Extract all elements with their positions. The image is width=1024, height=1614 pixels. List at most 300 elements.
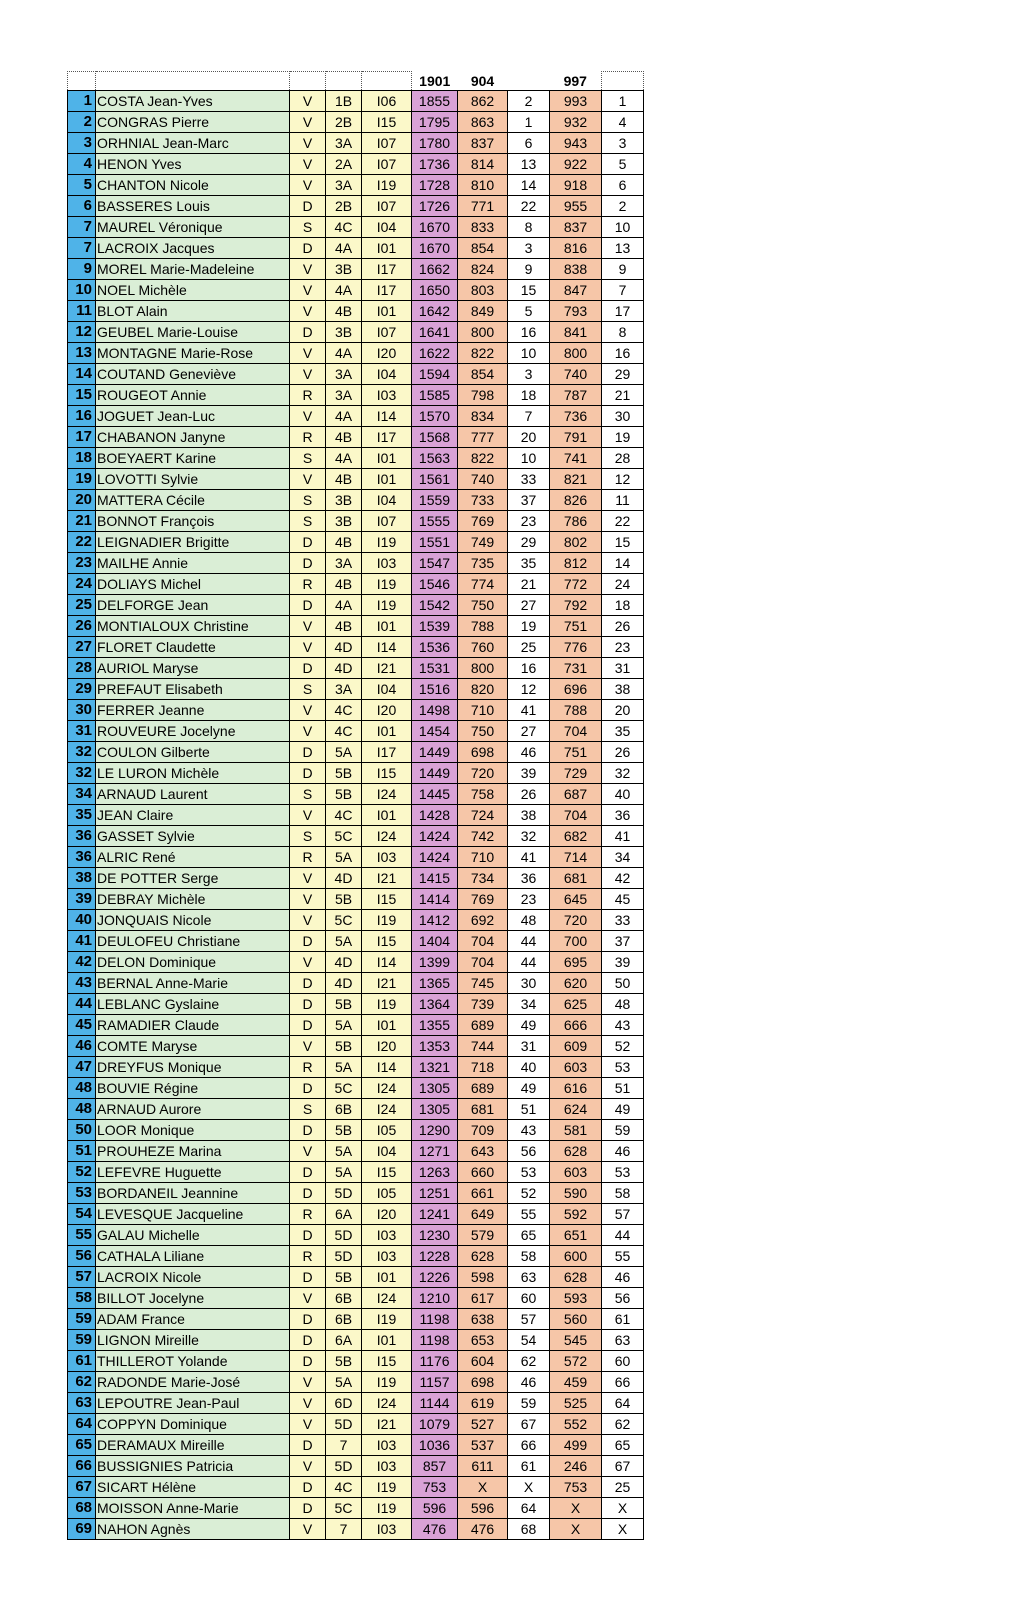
rank-2: 67: [602, 1456, 644, 1477]
group-cell: 1B: [326, 91, 362, 112]
rank-1: 63: [508, 1267, 550, 1288]
rank-2: 21: [602, 385, 644, 406]
score-1: 745: [458, 973, 508, 994]
table-row: [68, 511, 644, 532]
score-2: 581: [550, 1120, 602, 1141]
rank-2: 33: [602, 910, 644, 931]
club-cell: I01: [362, 238, 412, 259]
table-row: [68, 931, 644, 952]
group-cell: 4A: [326, 280, 362, 301]
rank-cell: 7: [68, 217, 96, 238]
score-1: 720: [458, 763, 508, 784]
rank-1: 64: [508, 1498, 550, 1519]
category-cell: V: [290, 637, 326, 658]
group-cell: 7: [326, 1519, 362, 1540]
club-cell: I01: [362, 469, 412, 490]
score-1: 710: [458, 847, 508, 868]
club-cell: I01: [362, 616, 412, 637]
player-name: FERRER Jeanne: [96, 700, 290, 721]
rank-cell: 38: [68, 868, 96, 889]
score-1: 739: [458, 994, 508, 1015]
club-cell: I24: [362, 1078, 412, 1099]
rank-2: 35: [602, 721, 644, 742]
rank-2: 14: [602, 553, 644, 574]
total-score: 1176: [412, 1351, 458, 1372]
score-2: 499: [550, 1435, 602, 1456]
score-1: 760: [458, 637, 508, 658]
table-row: [68, 805, 644, 826]
club-cell: I04: [362, 364, 412, 385]
table-row: [68, 952, 644, 973]
player-name: CHANTON Nicole: [96, 175, 290, 196]
total-score: 1728: [412, 175, 458, 196]
score-2: 600: [550, 1246, 602, 1267]
rank-2: 17: [602, 301, 644, 322]
score-1: 698: [458, 742, 508, 763]
total-score: 1228: [412, 1246, 458, 1267]
table-row: [68, 574, 644, 595]
score-1: 822: [458, 448, 508, 469]
rank-cell: 35: [68, 805, 96, 826]
score-1: 769: [458, 889, 508, 910]
rank-cell: 26: [68, 616, 96, 637]
total-score: 1364: [412, 994, 458, 1015]
category-cell: R: [290, 1204, 326, 1225]
club-cell: I21: [362, 973, 412, 994]
score-1: 788: [458, 616, 508, 637]
category-cell: R: [290, 427, 326, 448]
group-cell: 4D: [326, 868, 362, 889]
rank-cell: 48: [68, 1078, 96, 1099]
group-cell: 6B: [326, 1309, 362, 1330]
header-group-cell: [326, 72, 362, 91]
header-name-cell: [96, 72, 290, 91]
table-row: [68, 1162, 644, 1183]
category-cell: S: [290, 1099, 326, 1120]
score-1: 854: [458, 364, 508, 385]
rank-cell: 36: [68, 826, 96, 847]
category-cell: V: [290, 805, 326, 826]
score-2: 932: [550, 112, 602, 133]
table-row: [68, 868, 644, 889]
table-row: [68, 1078, 644, 1099]
rank-2: 51: [602, 1078, 644, 1099]
score-2: 624: [550, 1099, 602, 1120]
player-name: BLOT Alain: [96, 301, 290, 322]
category-cell: D: [290, 1330, 326, 1351]
score-1: 704: [458, 931, 508, 952]
header-score-1: 904: [470, 72, 495, 89]
rank-2: 42: [602, 868, 644, 889]
club-cell: I01: [362, 1015, 412, 1036]
table-row: [68, 847, 644, 868]
player-name: DREYFUS Monique: [96, 1057, 290, 1078]
rank-2: 7: [602, 280, 644, 301]
score-2: 729: [550, 763, 602, 784]
table-row: [68, 595, 644, 616]
rank-2: 39: [602, 952, 644, 973]
table-row: [68, 490, 644, 511]
player-name: LOVOTTI Sylvie: [96, 469, 290, 490]
player-name: MAUREL Véronique: [96, 217, 290, 238]
rank-2: 38: [602, 679, 644, 700]
score-1: 643: [458, 1141, 508, 1162]
rank-2: 55: [602, 1246, 644, 1267]
rank-cell: 13: [68, 343, 96, 364]
table-row: [68, 826, 644, 847]
ranking-table-body: [68, 72, 644, 1540]
score-1: 649: [458, 1204, 508, 1225]
rank-cell: 65: [68, 1435, 96, 1456]
club-cell: I03: [362, 847, 412, 868]
total-score: 1198: [412, 1330, 458, 1351]
player-name: DEULOFEU Christiane: [96, 931, 290, 952]
category-cell: D: [290, 658, 326, 679]
table-row: [68, 532, 644, 553]
category-cell: D: [290, 1078, 326, 1099]
rank-cell: 20: [68, 490, 96, 511]
player-name: BONNOT François: [96, 511, 290, 532]
group-cell: 4B: [326, 301, 362, 322]
table-row: [68, 1372, 644, 1393]
total-score: 1795: [412, 112, 458, 133]
total-score: 1662: [412, 259, 458, 280]
category-cell: V: [290, 1141, 326, 1162]
score-2: 776: [550, 637, 602, 658]
group-cell: 5A: [326, 1015, 362, 1036]
rank-1: 49: [508, 1078, 550, 1099]
player-name: GASSET Sylvie: [96, 826, 290, 847]
score-2: 837: [550, 217, 602, 238]
table-row: [68, 1036, 644, 1057]
score-1: 692: [458, 910, 508, 931]
group-cell: 5B: [326, 763, 362, 784]
score-2: 772: [550, 574, 602, 595]
category-cell: V: [290, 910, 326, 931]
category-cell: V: [290, 721, 326, 742]
rank-1: 53: [508, 1162, 550, 1183]
club-cell: I17: [362, 280, 412, 301]
group-cell: 3B: [326, 490, 362, 511]
group-cell: 3A: [326, 133, 362, 154]
rank-cell: 53: [68, 1183, 96, 1204]
club-cell: I07: [362, 196, 412, 217]
rank-cell: 16: [68, 406, 96, 427]
group-cell: 5D: [326, 1225, 362, 1246]
total-score: 1321: [412, 1057, 458, 1078]
score-1: 854: [458, 238, 508, 259]
club-cell: I01: [362, 1267, 412, 1288]
rank-cell: 12: [68, 322, 96, 343]
rank-2: 53: [602, 1057, 644, 1078]
table-row: [68, 133, 644, 154]
group-cell: 5C: [326, 826, 362, 847]
club-cell: I19: [362, 1309, 412, 1330]
group-cell: 4D: [326, 952, 362, 973]
rank-cell: 14: [68, 364, 96, 385]
group-cell: 4C: [326, 217, 362, 238]
total-score: 1226: [412, 1267, 458, 1288]
table-row: [68, 112, 644, 133]
player-name: JEAN Claire: [96, 805, 290, 826]
rank-2: 5: [602, 154, 644, 175]
club-cell: I14: [362, 637, 412, 658]
total-score: 1736: [412, 154, 458, 175]
rank-cell: 64: [68, 1414, 96, 1435]
table-row: [68, 280, 644, 301]
rank-2: 20: [602, 700, 644, 721]
table-row: [68, 1204, 644, 1225]
rank-2: 62: [602, 1414, 644, 1435]
group-cell: 4B: [326, 532, 362, 553]
rank-cell: 5: [68, 175, 96, 196]
club-cell: I15: [362, 931, 412, 952]
score-2: 525: [550, 1393, 602, 1414]
rank-cell: 39: [68, 889, 96, 910]
score-2: 753: [550, 1477, 602, 1498]
club-cell: I19: [362, 175, 412, 196]
score-1: 822: [458, 343, 508, 364]
table-row: [68, 343, 644, 364]
category-cell: S: [290, 448, 326, 469]
player-name: ALRIC René: [96, 847, 290, 868]
group-cell: 4C: [326, 721, 362, 742]
group-cell: 5A: [326, 742, 362, 763]
rank-1: 65: [508, 1225, 550, 1246]
player-name: AURIOL Maryse: [96, 658, 290, 679]
total-score: 1412: [412, 910, 458, 931]
club-cell: I21: [362, 1414, 412, 1435]
score-1: 837: [458, 133, 508, 154]
rank-1: 60: [508, 1288, 550, 1309]
rank-2: 18: [602, 595, 644, 616]
rank-2: 12: [602, 469, 644, 490]
club-cell: I15: [362, 1351, 412, 1372]
rank-2: 49: [602, 1099, 644, 1120]
score-1: 476: [458, 1519, 508, 1540]
rank-1: 14: [508, 175, 550, 196]
club-cell: I17: [362, 427, 412, 448]
table-row: [68, 1519, 644, 1540]
score-1: 579: [458, 1225, 508, 1246]
player-name: MATTERA Cécile: [96, 490, 290, 511]
rank-1: 49: [508, 1015, 550, 1036]
category-cell: V: [290, 364, 326, 385]
score-2: 593: [550, 1288, 602, 1309]
header-rank-cell: [68, 72, 96, 91]
score-2: 603: [550, 1162, 602, 1183]
table-row: [68, 238, 644, 259]
score-1: 698: [458, 1372, 508, 1393]
rank-2: 9: [602, 259, 644, 280]
total-score: 1365: [412, 973, 458, 994]
player-name: PREFAUT Elisabeth: [96, 679, 290, 700]
rank-2: 36: [602, 805, 644, 826]
group-cell: 5B: [326, 1036, 362, 1057]
player-name: ROUGEOT Annie: [96, 385, 290, 406]
rank-2: 31: [602, 658, 644, 679]
total-score: 1079: [412, 1414, 458, 1435]
rank-cell: 48: [68, 1099, 96, 1120]
rank-2: 45: [602, 889, 644, 910]
score-2: 666: [550, 1015, 602, 1036]
club-cell: I03: [362, 1519, 412, 1540]
club-cell: I04: [362, 490, 412, 511]
rank-2: 15: [602, 532, 644, 553]
player-name: ORHNIAL Jean-Marc: [96, 133, 290, 154]
score-2: 695: [550, 952, 602, 973]
rank-2: 63: [602, 1330, 644, 1351]
score-1: 689: [458, 1015, 508, 1036]
player-name: BOEYAERT Karine: [96, 448, 290, 469]
total-score: 1555: [412, 511, 458, 532]
player-name: MONTAGNE Marie-Rose: [96, 343, 290, 364]
rank-2: 44: [602, 1225, 644, 1246]
player-name: COUTAND Geneviève: [96, 364, 290, 385]
rank-2: 30: [602, 406, 644, 427]
score-2: 841: [550, 322, 602, 343]
rank-1: 27: [508, 721, 550, 742]
rank-cell: 3: [68, 133, 96, 154]
group-cell: 4A: [326, 595, 362, 616]
score-2: 620: [550, 973, 602, 994]
score-1: 628: [458, 1246, 508, 1267]
category-cell: D: [290, 994, 326, 1015]
rank-1: 40: [508, 1057, 550, 1078]
header-score-2: 997: [563, 72, 587, 89]
rank-1: 58: [508, 1246, 550, 1267]
club-cell: I19: [362, 910, 412, 931]
score-2: 720: [550, 910, 602, 931]
score-1: 862: [458, 91, 508, 112]
rank-cell: 11: [68, 301, 96, 322]
rank-2: 25: [602, 1477, 644, 1498]
score-2: 682: [550, 826, 602, 847]
player-name: CONGRAS Pierre: [96, 112, 290, 133]
category-cell: V: [290, 112, 326, 133]
header-club-cell: [362, 72, 412, 91]
rank-1: 41: [508, 700, 550, 721]
club-cell: I05: [362, 1183, 412, 1204]
rank-cell: 44: [68, 994, 96, 1015]
score-2: 645: [550, 889, 602, 910]
rank-cell: 51: [68, 1141, 96, 1162]
group-cell: 5A: [326, 847, 362, 868]
score-1: 769: [458, 511, 508, 532]
category-cell: D: [290, 1309, 326, 1330]
score-2: 603: [550, 1057, 602, 1078]
table-row: [68, 616, 644, 637]
rank-2: X: [602, 1498, 644, 1519]
score-2: 545: [550, 1330, 602, 1351]
total-score: 1355: [412, 1015, 458, 1036]
rank-1: 66: [508, 1435, 550, 1456]
total-score: 1424: [412, 847, 458, 868]
rank-2: 56: [602, 1288, 644, 1309]
rank-1: 44: [508, 952, 550, 973]
rank-1: 29: [508, 532, 550, 553]
table-row: [68, 1456, 644, 1477]
rank-cell: 31: [68, 721, 96, 742]
rank-2: 1: [602, 91, 644, 112]
table-row: [68, 1120, 644, 1141]
category-cell: D: [290, 1120, 326, 1141]
club-cell: I15: [362, 112, 412, 133]
score-1: 733: [458, 490, 508, 511]
total-score: 1454: [412, 721, 458, 742]
rank-1: 8: [508, 217, 550, 238]
table-row: [68, 679, 644, 700]
score-1: 681: [458, 1099, 508, 1120]
rank-cell: 24: [68, 574, 96, 595]
rank-2: 32: [602, 763, 644, 784]
rank-2: 10: [602, 217, 644, 238]
rank-1: 2: [508, 91, 550, 112]
player-name: ARNAUD Aurore: [96, 1099, 290, 1120]
category-cell: D: [290, 973, 326, 994]
score-2: 560: [550, 1309, 602, 1330]
rank-1: 12: [508, 679, 550, 700]
rank-2: 4: [602, 112, 644, 133]
score-2: 955: [550, 196, 602, 217]
rank-1: 38: [508, 805, 550, 826]
group-cell: 3A: [326, 175, 362, 196]
score-2: 628: [550, 1267, 602, 1288]
score-2: 616: [550, 1078, 602, 1099]
rank-1: 1: [508, 112, 550, 133]
total-score: 1353: [412, 1036, 458, 1057]
club-cell: I15: [362, 889, 412, 910]
table-row: [68, 196, 644, 217]
score-2: 609: [550, 1036, 602, 1057]
player-name: BERNAL Anne-Marie: [96, 973, 290, 994]
total-score: 1570: [412, 406, 458, 427]
score-1: 744: [458, 1036, 508, 1057]
group-cell: 5D: [326, 1183, 362, 1204]
club-cell: I21: [362, 658, 412, 679]
rank-cell: 27: [68, 637, 96, 658]
total-score: 1641: [412, 322, 458, 343]
rank-1: 32: [508, 826, 550, 847]
rank-1: 41: [508, 847, 550, 868]
total-score: 1855: [412, 91, 458, 112]
rank-cell: 63: [68, 1393, 96, 1414]
group-cell: 4B: [326, 616, 362, 637]
club-cell: I19: [362, 1498, 412, 1519]
category-cell: V: [290, 1519, 326, 1540]
rank-cell: 43: [68, 973, 96, 994]
rank-2: 65: [602, 1435, 644, 1456]
score-2: 625: [550, 994, 602, 1015]
group-cell: 4A: [326, 448, 362, 469]
total-score: 476: [412, 1519, 458, 1540]
score-1: 800: [458, 658, 508, 679]
group-cell: 2B: [326, 112, 362, 133]
score-1: 604: [458, 1351, 508, 1372]
category-cell: V: [290, 1456, 326, 1477]
rank-1: 43: [508, 1120, 550, 1141]
score-2: 993: [550, 91, 602, 112]
rank-cell: 58: [68, 1288, 96, 1309]
player-name: GEUBEL Marie-Louise: [96, 322, 290, 343]
rank-2: 13: [602, 238, 644, 259]
rank-1: 46: [508, 1372, 550, 1393]
rank-1: 39: [508, 763, 550, 784]
total-score: 1230: [412, 1225, 458, 1246]
club-cell: I20: [362, 1204, 412, 1225]
score-2: 459: [550, 1372, 602, 1393]
total-score: 1539: [412, 616, 458, 637]
